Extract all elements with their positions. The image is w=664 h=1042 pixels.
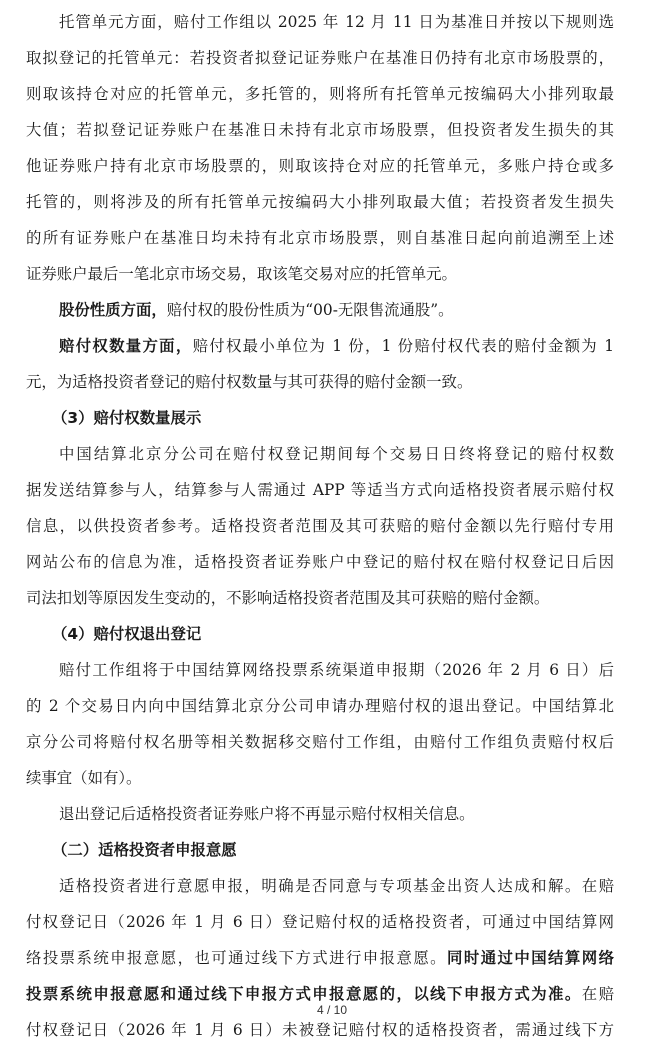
paragraph-line: 赔付工作组将于中国结算网络投票系统渠道申报期（2026 年 2 月 6 日）后 [59, 661, 614, 679]
section-heading-3: （3）赔付权数量展示 [52, 409, 202, 427]
paragraph-line: 续事宜（如有）。 [26, 769, 142, 787]
paragraph-line: 付权登记日（2026 年 1 月 6 日）未被登记赔付权的适格投资者，需通过线下方 [26, 1021, 614, 1039]
paragraph-line [26, 948, 614, 968]
bold-emphasis: 投票系统申报意愿和通过线下申报方式申报意愿的，以线下申报方式为准。 [26, 985, 582, 1003]
paragraph-line: 的 2 个交易日内向中国结算北京分公司申请办理赔付权的退出登记。中国结算北 [26, 697, 614, 715]
section-heading-2: （二）适格投资者申报意愿 [52, 841, 237, 859]
bold-lead: 赔付权数量方面， [59, 337, 193, 355]
paragraph-text: 在赔 [581, 985, 614, 1003]
paragraph-line: 司法扣划等原因发生变动的，不影响适格投资者范围及其可获赔的赔付金额。 [26, 589, 550, 607]
paragraph-line: 元，为适格投资者登记的赔付权数量与其可获得的赔付金额一致。 [26, 373, 473, 391]
paragraph-line: 付权登记日（2026 年 1 月 6 日）登记赔付权的适格投资者，可通过中国结算网 [26, 913, 614, 931]
paragraph-line [26, 984, 614, 1004]
section-heading-4: （4）赔付权退出登记 [52, 625, 202, 643]
bold-lead: 股份性质方面， [59, 301, 167, 319]
paragraph-line: 网站公布的信息为准，适格投资者证券账户中登记的赔付权在赔付权登记日后因 [26, 553, 614, 571]
paragraph-line: 托管单元方面，赔付工作组以 2025 年 12 月 11 日为基准日并按以下规则选 [59, 13, 614, 31]
paragraph-line: 取拟登记的托管单元：若投资者拟登记证券账户在基准日仍持有北京市场股票的， [26, 49, 614, 67]
paragraph-text: 赔付权的股份性质为“00-无限售流通股”。 [166, 301, 454, 319]
paragraph-line: 中国结算北京分公司在赔付权登记期间每个交易日日终将登记的赔付权数 [59, 445, 614, 463]
paragraph-line: 的所有证券账户在基准日均未持有北京市场股票，则自基准日起向前追溯至上述 [26, 229, 614, 247]
paragraph-line: 京分公司将赔付权名册等相关数据移交赔付工作组，由赔付工作组负责赔付权后 [26, 733, 614, 751]
paragraph-line: 他证券账户持有北京市场股票的，则取该持仓对应的托管单元，多账户持仓或多 [26, 157, 614, 175]
page-indicator: 4 / 10 [316, 1003, 348, 1017]
paragraph-line: 托管的，则将涉及的所有托管单元按编码大小排列取最大值；若投资者发生损失 [26, 193, 614, 211]
paragraph-line: 大值；若拟登记证券账户在基准日未持有北京市场股票，但投资者发生损失的其 [26, 121, 614, 139]
bold-emphasis: 同时通过中国结算网络 [447, 949, 614, 967]
paragraph-quantity [59, 336, 614, 356]
paragraph-line: 则取该持仓对应的托管单元，多托管的，则将所有托管单元按编码大小排列取最 [26, 85, 614, 103]
paragraph-line: 信息，以供投资者参考。适格投资者范围及其可获赔的赔付金额以先行赔付专用 [26, 517, 614, 535]
paragraph-text: 络投票系统申报意愿，也可通过线下方式进行申报意愿。 [26, 949, 448, 967]
paragraph-line: 证券账户最后一笔北京市场交易，取该笔交易对应的托管单元。 [26, 265, 457, 283]
paragraph-line: 据发送结算参与人，结算参与人需通过 APP 等适当方式向适格投资者展示赔付权 [26, 481, 614, 499]
paragraph-line: 适格投资者进行意愿申报，明确是否同意与专项基金出资人达成和解。在赔 [59, 877, 614, 895]
paragraph-share-nature [59, 300, 614, 320]
paragraph-text: 赔付权最小单位为 1 份，1 份赔付权代表的赔付金额为 1 [192, 337, 614, 355]
paragraph-line: 退出登记后适格投资者证券账户将不再显示赔付权相关信息。 [59, 805, 475, 823]
